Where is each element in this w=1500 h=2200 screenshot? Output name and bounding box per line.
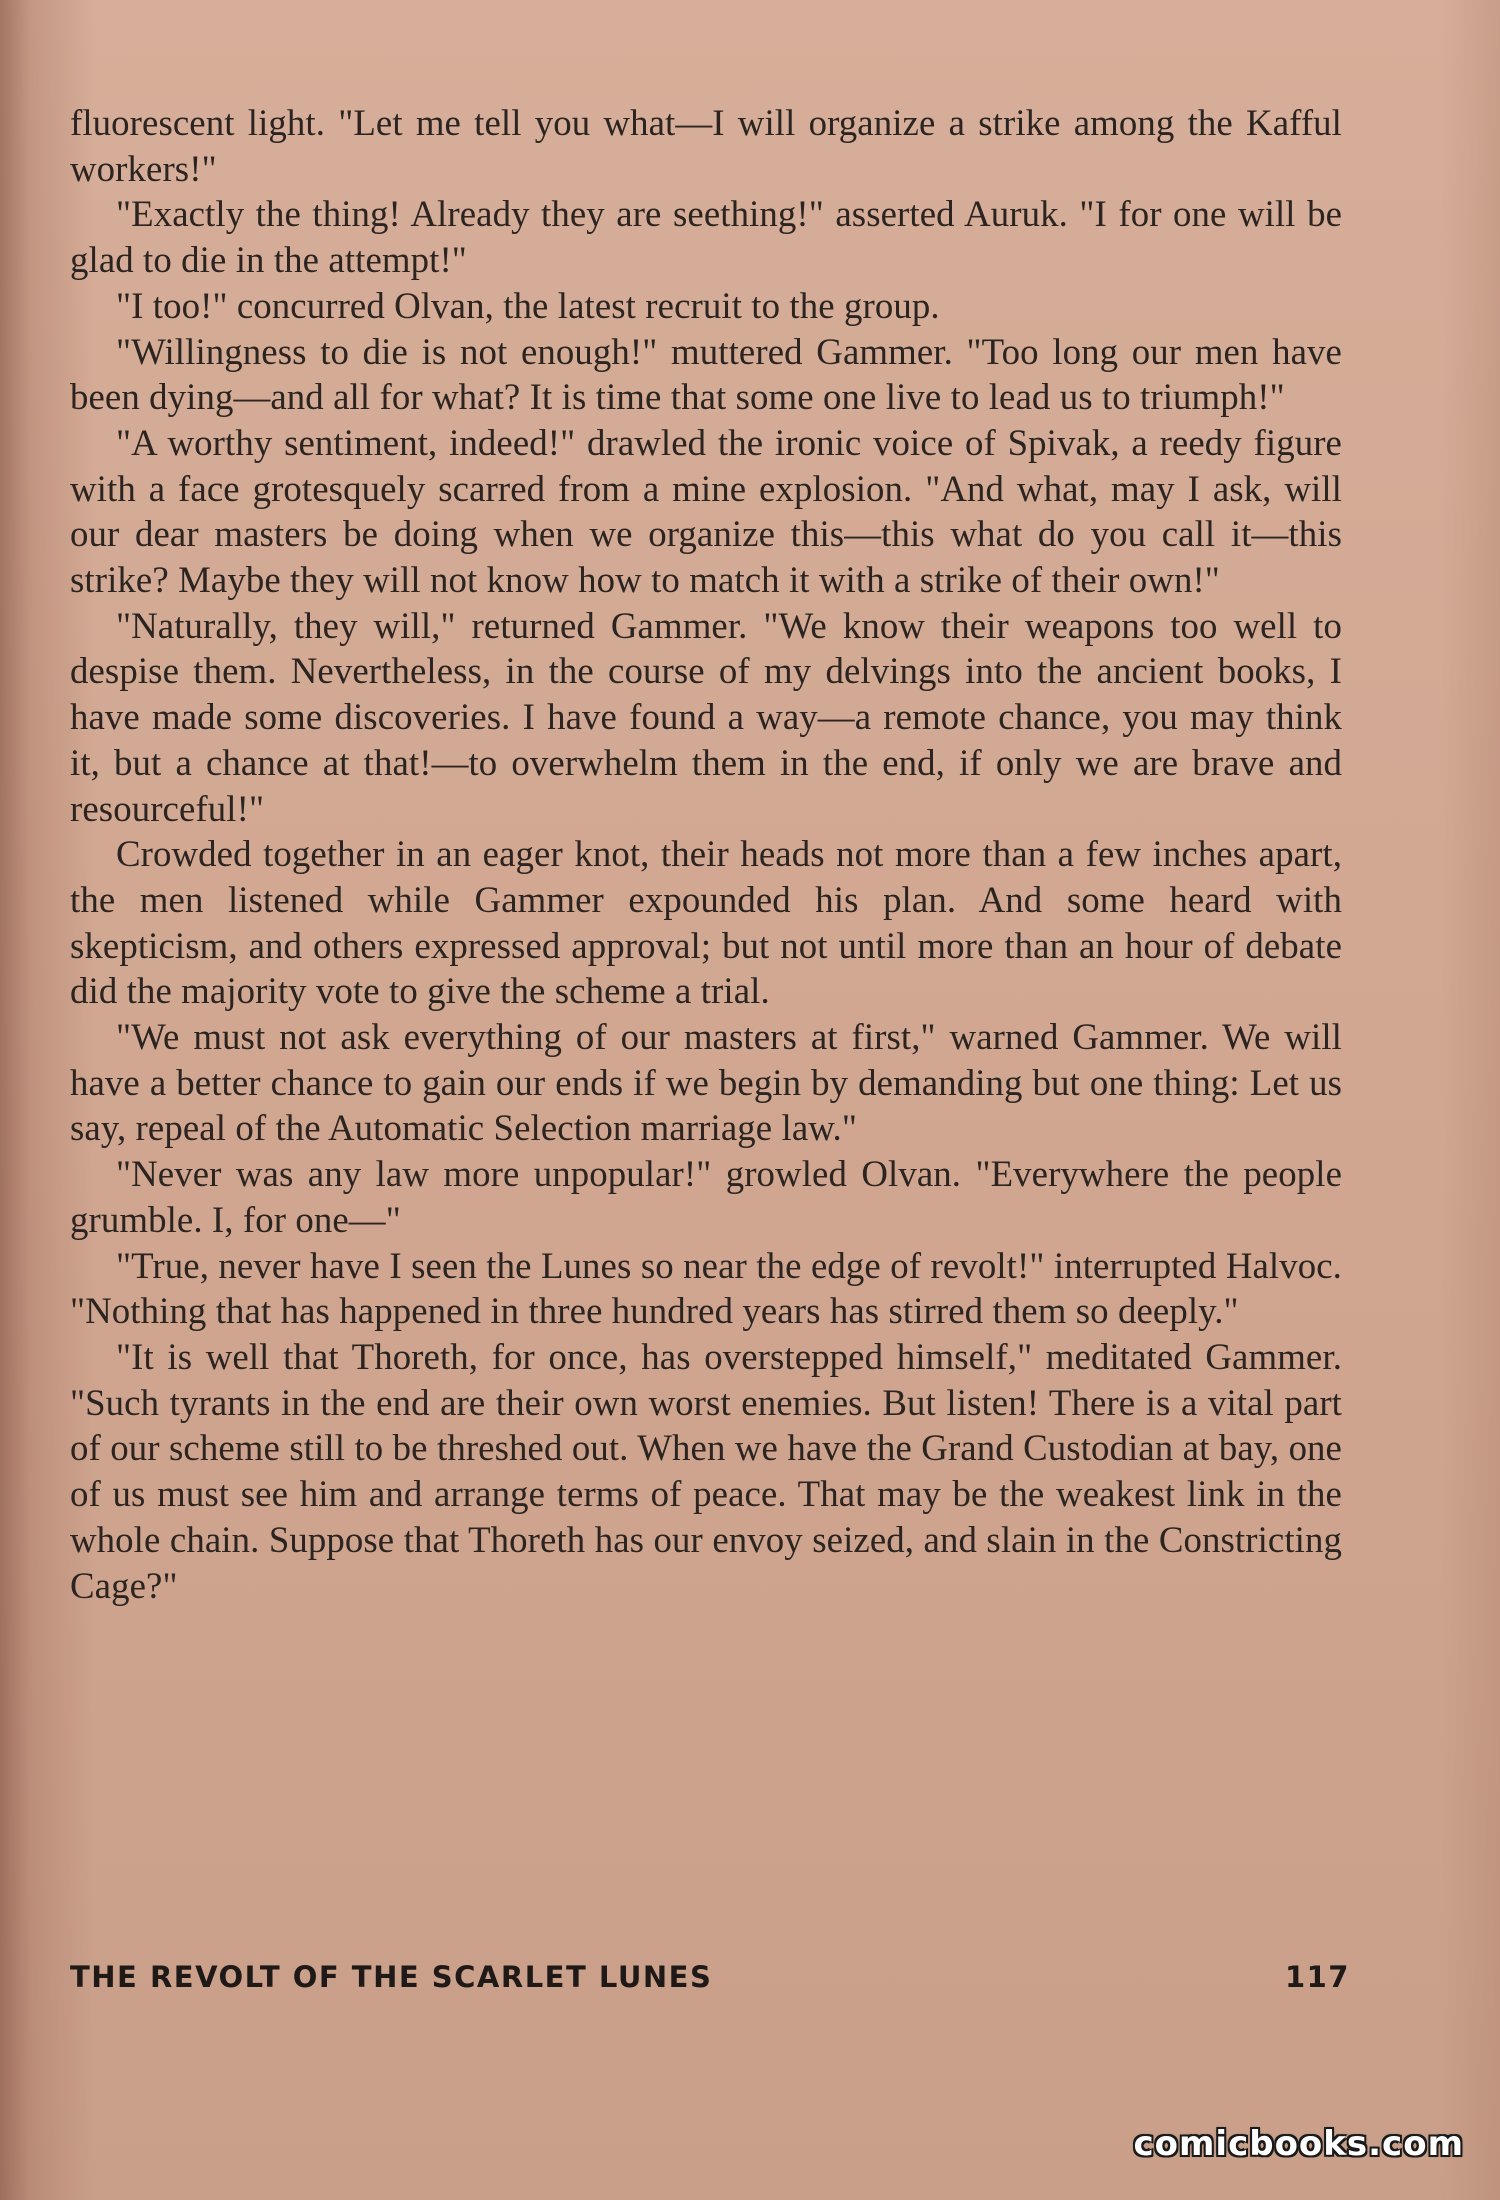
site-watermark: comicbooks.com: [1133, 2124, 1464, 2164]
page-footer: [70, 1960, 1350, 2010]
paragraph-4: "Willingness to die is not enough!" muttered Gammer. "Too long our men have been dying—and all for what? It is time that some one live to lead us to triumph!": [70, 330, 1342, 418]
paragraph-8: "We must not ask everything of our masters at first," warned Gammer. We will have a better chance to gain our ends if we begin by demanding but one thing: Let us say, repeal of the Automatic Selection marriage law.": [70, 1016, 1342, 1149]
paragraph-3: "I too!" concurred Olvan, the latest recruit to the group.: [116, 284, 940, 326]
paragraph-10: "True, never have I seen the Lunes so near the edge of revolt!" interrupted Halvoc. "Nothing that has happened in three hundred years has stirred them so deeply.": [70, 1244, 1342, 1332]
paragraph-9: "Never was any law more unpopular!" growled Olvan. "Everywhere the people grumble. I, for one—": [70, 1153, 1342, 1240]
paragraph-11: "It is well that Thoreth, for once, has overstepped himself," meditated Gammer. "Such tyrants in the end are their own worst enemies. But listen! There is a vital part of our scheme still to be threshed out. When we have the Grand Custodian at bay, one of us must see him and arrange terms of peace. That may be the weakest link in the whole chain. Suppose that Thoreth has our envoy seized, and slain in the Constricting Cage?": [70, 1335, 1342, 1606]
body-text: [70, 100, 1342, 1608]
paragraph-5: "A worthy sentiment, indeed!" drawled the ironic voice of Spivak, a reedy figure with a face grotesquely scarred from a mine explosion. "And what, may I ask, will our dear masters be doing when we organize this—this what do you call it—this strike? Maybe they will not know how to match it with a strike of their own!": [70, 421, 1342, 601]
paragraph-6: "Naturally, they will," returned Gammer. "We know their weapons too well to despise them. Nevertheless, in the course of my delvings into the ancient books, I have made some discoveries. I have found a way—a remote chance, you may think it, but a chance at that!—to overwhelm them in the end, if only we are brave and resourceful!": [70, 604, 1342, 829]
page-number: 117: [1284, 1960, 1350, 1994]
paragraph-2: "Exactly the thing! Already they are seething!" asserted Auruk. "I for one will be glad to die in the attempt!": [70, 193, 1342, 281]
running-title: THE REVOLT OF THE SCARLET LUNES: [70, 1960, 713, 1994]
paragraph-1: fluorescent light. "Let me tell you what—I will organize a strike among the Kafful workers!": [70, 102, 1342, 189]
paragraph-7: Crowded together in an eager knot, their heads not more than a few inches apart, the men listened while Gammer expounded his plan. And some heard with skepticism, and others expressed approval; but not until more than an hour of debate did the majority vote to give the scheme a trial.: [70, 833, 1342, 1012]
